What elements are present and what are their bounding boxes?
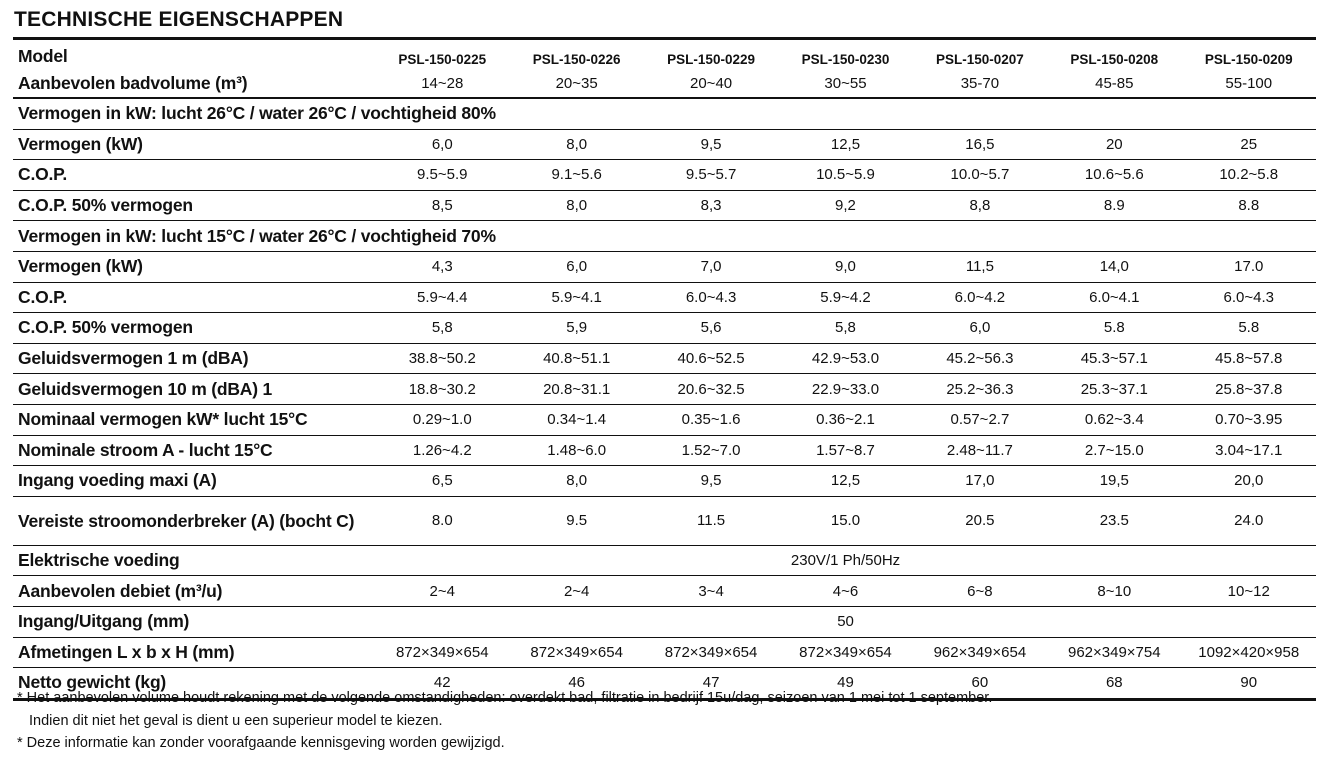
row-value: 5,8 — [778, 313, 912, 344]
spec-row — [13, 129, 1316, 160]
section1-heading-row — [13, 98, 1316, 129]
row-value: 3~4 — [644, 576, 778, 607]
row-value: 49 — [778, 668, 912, 700]
row-value: 8,5 — [375, 190, 509, 221]
spec-row — [13, 343, 1316, 374]
row-value: 6,0 — [375, 129, 509, 160]
spec-row — [13, 282, 1316, 313]
row-value: 19,5 — [1047, 466, 1181, 497]
row-value: 5.9~4.4 — [375, 282, 509, 313]
row-value: 2~4 — [375, 576, 509, 607]
row-value: 46 — [509, 668, 643, 700]
io-row — [13, 606, 1316, 637]
row-value: 9.5 — [509, 496, 643, 545]
row-value: 90 — [1182, 668, 1317, 700]
row-value: 5.9~4.2 — [778, 282, 912, 313]
row-value: 20,0 — [1182, 466, 1317, 497]
row-label: Vereiste stroomonderbreker (A) (bocht C) — [13, 496, 375, 545]
volume-value: 55-100 — [1182, 69, 1317, 98]
row-value: 8,0 — [509, 466, 643, 497]
row-value: 7,0 — [644, 251, 778, 282]
row-value: 14,0 — [1047, 251, 1181, 282]
row-value: 872×349×654 — [644, 637, 778, 668]
row-value: 16,5 — [913, 129, 1047, 160]
row-value: 45.8~57.8 — [1182, 343, 1317, 374]
spec-row — [13, 466, 1316, 497]
flow-row — [13, 576, 1316, 607]
volume-value: 20~35 — [509, 69, 643, 98]
row-value: 6,0 — [913, 313, 1047, 344]
row-value: 8,8 — [913, 190, 1047, 221]
row-value: 40.6~52.5 — [644, 343, 778, 374]
row-value: 0.34~1.4 — [509, 404, 643, 435]
row-value: 2.7~15.0 — [1047, 435, 1181, 466]
volume-value: 45-85 — [1047, 69, 1181, 98]
row-value: 0.36~2.1 — [778, 404, 912, 435]
row-value: 6~8 — [913, 576, 1047, 607]
row-value: 962×349×754 — [1047, 637, 1181, 668]
row-value: 6,5 — [375, 466, 509, 497]
row-value: 45.2~56.3 — [913, 343, 1047, 374]
row-value: 0.35~1.6 — [644, 404, 778, 435]
row-value: 9,5 — [644, 466, 778, 497]
row-value: 23.5 — [1047, 496, 1181, 545]
row-value: 15.0 — [778, 496, 912, 545]
model-header-row — [13, 39, 1316, 70]
row-value: 8,3 — [644, 190, 778, 221]
footnote-disclaimer: * Deze informatie kan zonder voorafgaande kennisgeving worden gewijzigd. — [17, 735, 505, 751]
row-value: 8,0 — [509, 129, 643, 160]
row-value: 18.8~30.2 — [375, 374, 509, 405]
row-value: 20.8~31.1 — [509, 374, 643, 405]
row-value: 9.5~5.9 — [375, 160, 509, 191]
spec-row — [13, 404, 1316, 435]
row-value: 12,5 — [778, 129, 912, 160]
row-value: 9,2 — [778, 190, 912, 221]
row-value: 22.9~33.0 — [778, 374, 912, 405]
spec-row — [13, 190, 1316, 221]
row-value: 1.52~7.0 — [644, 435, 778, 466]
spec-table — [13, 37, 1316, 701]
spec-row — [13, 313, 1316, 344]
row-value: 9,5 — [644, 129, 778, 160]
spec-row — [13, 435, 1316, 466]
row-value: 4~6 — [778, 576, 912, 607]
row-value-merged: 230V/1 Ph/50Hz — [375, 545, 1316, 576]
row-label: C.O.P. — [13, 282, 375, 313]
row-value: 1.26~4.2 — [375, 435, 509, 466]
spec-row — [13, 251, 1316, 282]
row-label: Ingang/Uitgang (mm) — [13, 606, 375, 637]
row-value: 872×349×654 — [778, 637, 912, 668]
volume-row — [13, 69, 1316, 98]
row-value: 5,9 — [509, 313, 643, 344]
row-label: Nominale stroom A - lucht 15°C — [13, 435, 375, 466]
row-label: Nominaal vermogen kW* lucht 15°C — [13, 404, 375, 435]
section-heading: Vermogen in kW: lucht 26°C / water 26°C / vochtigheid 80% — [13, 98, 1316, 129]
row-value: 42 — [375, 668, 509, 700]
row-value: 10.0~5.7 — [913, 160, 1047, 191]
row-value: 6.0~4.1 — [1047, 282, 1181, 313]
section-heading: Vermogen in kW: lucht 15°C / water 26°C / vochtigheid 70% — [13, 221, 1316, 252]
row-value: 10.5~5.9 — [778, 160, 912, 191]
row-value: 5.9~4.1 — [509, 282, 643, 313]
model-name: PSL-150-0208 — [1070, 52, 1159, 67]
row-value: 9.5~5.7 — [644, 160, 778, 191]
row-value: 3.04~17.1 — [1182, 435, 1317, 466]
row-value: 872×349×654 — [375, 637, 509, 668]
row-value: 17.0 — [1182, 251, 1317, 282]
row-value: 60 — [913, 668, 1047, 700]
row-value: 20 — [1047, 129, 1181, 160]
row-value: 25.2~36.3 — [913, 374, 1047, 405]
row-value: 6.0~4.3 — [1182, 282, 1317, 313]
row-value: 8.0 — [375, 496, 509, 545]
section2-heading-row — [13, 221, 1316, 252]
row-value: 0.62~3.4 — [1047, 404, 1181, 435]
row-value: 68 — [1047, 668, 1181, 700]
row-label: Elektrische voeding — [13, 545, 375, 576]
row-value: 962×349×654 — [913, 637, 1047, 668]
row-label: Vermogen (kW) — [13, 251, 375, 282]
row-label: Ingang voeding maxi (A) — [13, 466, 375, 497]
row-value: 5,6 — [644, 313, 778, 344]
row-value: 10~12 — [1182, 576, 1317, 607]
volume-value: 14~28 — [375, 69, 509, 98]
row-value: 4,3 — [375, 251, 509, 282]
row-label: Afmetingen L x b x H (mm) — [13, 637, 375, 668]
row-value: 8.9 — [1047, 190, 1181, 221]
model-name: PSL-150-0207 — [935, 52, 1024, 67]
row-value: 6,0 — [509, 251, 643, 282]
row-value: 6.0~4.2 — [913, 282, 1047, 313]
row-value: 8,0 — [509, 190, 643, 221]
row-label: Vermogen (kW) — [13, 129, 375, 160]
row-value: 5,8 — [375, 313, 509, 344]
dimensions-row — [13, 637, 1316, 668]
spec-row — [13, 160, 1316, 191]
row-value: 10.2~5.8 — [1182, 160, 1317, 191]
row-value: 25.8~37.8 — [1182, 374, 1317, 405]
row-value: 10.6~5.6 — [1047, 160, 1181, 191]
row-label: Geluidsvermogen 1 m (dBA) — [13, 343, 375, 374]
volume-label: Aanbevolen badvolume (m³) — [13, 69, 375, 98]
row-value: 24.0 — [1182, 496, 1317, 545]
row-value: 25.3~37.1 — [1047, 374, 1181, 405]
model-name: PSL-150-0225 — [398, 52, 487, 67]
row-value: 0.70~3.95 — [1182, 404, 1317, 435]
footnote-volume-continued: Indien dit niet het geval is dient u een superieur model te kiezen. — [29, 712, 443, 729]
row-value: 0.57~2.7 — [913, 404, 1047, 435]
row-value: 8~10 — [1047, 576, 1181, 607]
row-value: 2.48~11.7 — [913, 435, 1047, 466]
volume-value: 20~40 — [644, 69, 778, 98]
row-value: 1.57~8.7 — [778, 435, 912, 466]
row-label: Geluidsvermogen 10 m (dBA) 1 — [13, 374, 375, 405]
model-name: PSL-150-0230 — [801, 52, 890, 67]
row-value: 9.1~5.6 — [509, 160, 643, 191]
row-value: 11.5 — [644, 496, 778, 545]
row-value: 0.29~1.0 — [375, 404, 509, 435]
row-label: Aanbevolen debiet (m³/u) — [13, 576, 375, 607]
row-value: 42.9~53.0 — [778, 343, 912, 374]
row-value: 20.6~32.5 — [644, 374, 778, 405]
footnote-volume: * Het aanbevolen volume houdt rekening met de volgende omstandigheden: overdekt bad, filtratie in bedrijf 15u/dag, seizoen van 1 mei tot 1 september. — [17, 690, 993, 706]
model-name: PSL-150-0209 — [1204, 52, 1293, 67]
row-value: 11,5 — [913, 251, 1047, 282]
row-value: 5.8 — [1047, 313, 1181, 344]
volume-value: 30~55 — [778, 69, 912, 98]
model-name: PSL-150-0226 — [532, 52, 621, 67]
row-value: 8.8 — [1182, 190, 1317, 221]
row-value: 1092×420×958 — [1182, 637, 1317, 668]
row-value: 40.8~51.1 — [509, 343, 643, 374]
row-value: 12,5 — [778, 466, 912, 497]
volume-value: 35-70 — [913, 69, 1047, 98]
power-supply-row — [13, 545, 1316, 576]
row-label: C.O.P. — [13, 160, 375, 191]
model-label: Model — [18, 46, 68, 66]
row-value: 872×349×654 — [509, 637, 643, 668]
page-title: TECHNISCHE EIGENSCHAPPEN — [14, 8, 344, 31]
row-value: 47 — [644, 668, 778, 700]
row-label: Netto gewicht (kg) — [13, 668, 375, 700]
row-value: 5.8 — [1182, 313, 1317, 344]
spec-row — [13, 374, 1316, 405]
model-name: PSL-150-0229 — [667, 52, 755, 67]
row-value: 45.3~57.1 — [1047, 343, 1181, 374]
row-value: 38.8~50.2 — [375, 343, 509, 374]
row-value: 25 — [1182, 129, 1317, 160]
row-value: 2~4 — [509, 576, 643, 607]
row-value: 1.48~6.0 — [509, 435, 643, 466]
row-value: 17,0 — [913, 466, 1047, 497]
row-label: C.O.P. 50% vermogen — [13, 190, 375, 221]
row-label: C.O.P. 50% vermogen — [13, 313, 375, 344]
row-value: 9,0 — [778, 251, 912, 282]
row-value: 6.0~4.3 — [644, 282, 778, 313]
row-value-merged: 50 — [375, 606, 1316, 637]
row-value: 20.5 — [913, 496, 1047, 545]
breaker-row — [13, 496, 1316, 545]
footnotes — [17, 687, 992, 755]
